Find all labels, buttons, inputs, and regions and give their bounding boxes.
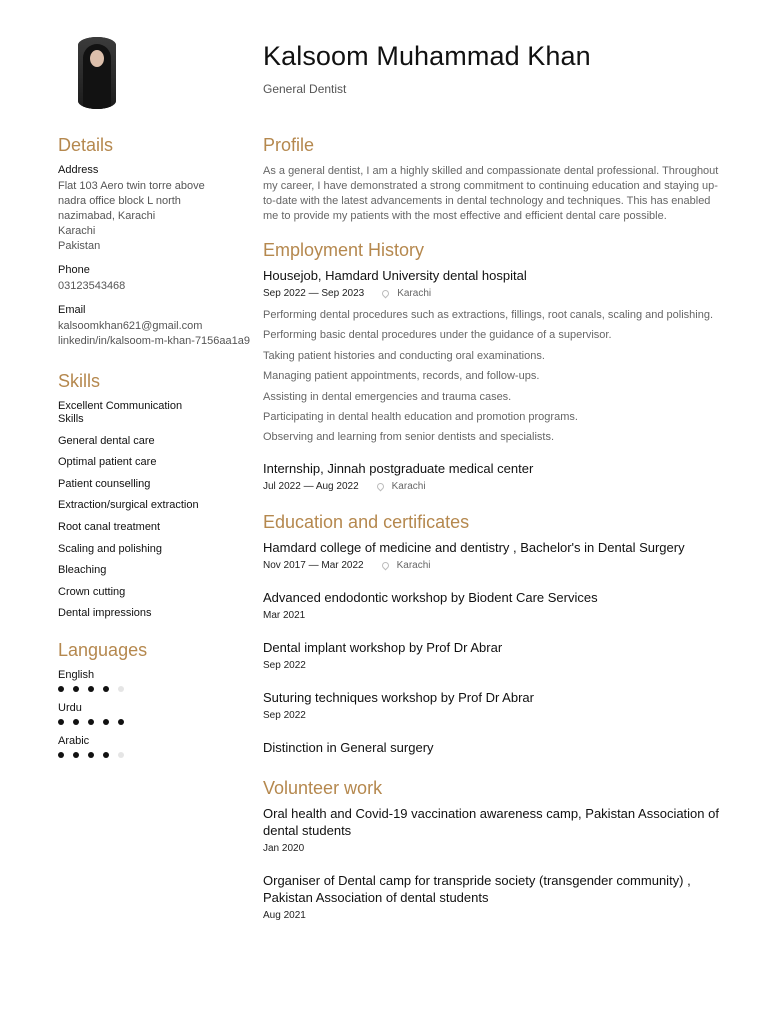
education-entry	[263, 689, 728, 721]
language-name: Urdu	[58, 702, 82, 715]
education-entry	[263, 589, 728, 621]
rating-dot-filled	[103, 719, 109, 725]
duty-item: Participating in dental health education and promotion programs.	[263, 410, 578, 423]
education-entry	[263, 639, 728, 671]
entry-location: Karachi	[397, 288, 432, 299]
skills-heading: Skills	[58, 371, 101, 391]
language-name: English	[58, 669, 95, 682]
entry-dates: Mar 2021	[263, 610, 306, 622]
duty-item: Performing basic dental procedures under the guidance of a supervisor.	[263, 329, 612, 342]
duty-item: Assisting in dental emergencies and trauma cases.	[263, 390, 512, 403]
employment-entry	[263, 267, 728, 444]
entry-title: Advanced endodontic workshop by Biodent Care Services	[263, 590, 598, 606]
location-pin-icon	[381, 289, 391, 299]
left-column	[58, 135, 258, 768]
entry-title: Suturing techniques workshop by Prof Dr Abrar	[263, 690, 534, 706]
job-title: General Dentist	[263, 82, 347, 96]
entry-location: Karachi	[396, 560, 431, 572]
entry-location: Karachi	[391, 481, 426, 493]
language-rating	[58, 752, 258, 758]
duty-item: Managing patient appointments, records, and follow-ups.	[263, 370, 540, 383]
skill-item: Crown cutting	[58, 585, 126, 598]
entry-title: Organiser of Dental camp for transpride society (transgender community) , Pakistan Association of dental students	[263, 873, 691, 906]
languages-section	[58, 640, 258, 758]
volunteer-heading: Volunteer work	[263, 778, 383, 799]
volunteer-entry	[263, 872, 728, 921]
employment-entry	[263, 460, 728, 492]
skill-item: Excellent Communication Skills	[58, 400, 183, 425]
rating-dot-filled	[73, 686, 79, 692]
skill-item: Root canal treatment	[58, 520, 161, 533]
rating-dot-filled	[118, 719, 124, 725]
rating-dot-filled	[73, 719, 79, 725]
linkedin-link[interactable]: linkedin/in/kalsoom-m-khan-7156aa1a9	[58, 335, 251, 347]
entry-location-wrap	[382, 560, 431, 571]
rating-dot-filled	[58, 752, 64, 758]
rating-dot-filled	[58, 719, 64, 725]
rating-dot-filled	[88, 752, 94, 758]
education-section	[263, 512, 728, 756]
skill-item: Bleaching	[58, 564, 107, 577]
profile-section	[263, 135, 728, 224]
entry-meta	[263, 610, 728, 621]
skill-item: Scaling and polishing	[58, 542, 162, 555]
language-rating	[58, 686, 258, 692]
location-pin-icon	[380, 561, 390, 571]
volunteer-section	[263, 778, 728, 921]
entry-title: Hamdard college of medicine and dentistry , Bachelor's in Dental Surgery	[263, 540, 685, 556]
phone-value: 03123543468	[58, 280, 126, 292]
rating-dot-filled	[103, 752, 109, 758]
language-rating	[58, 719, 258, 725]
entry-dates: Sep 2022	[263, 660, 306, 672]
entry-dates: Jan 2020	[263, 843, 305, 855]
rating-dot-filled	[88, 719, 94, 725]
volunteer-entry	[263, 805, 728, 854]
entry-meta	[263, 481, 728, 492]
skill-item: Optimal patient care	[58, 456, 157, 469]
employment-heading: Employment History	[263, 240, 425, 260]
address-line: Flat 103 Aero twin torre above	[58, 180, 205, 192]
education-entry	[263, 539, 728, 571]
details-section	[58, 135, 258, 349]
rating-dot-filled	[103, 686, 109, 692]
skill-item: Patient counselling	[58, 477, 151, 490]
rating-dot-empty	[118, 686, 124, 692]
phone-label: Phone	[58, 264, 90, 276]
entry-dates: Sep 2022	[263, 710, 306, 722]
email-link[interactable]: kalsoomkhan621@gmail.com	[58, 320, 203, 332]
rating-dot-filled	[58, 686, 64, 692]
duty-item: Taking patient histories and conducting oral examinations.	[263, 349, 545, 362]
address-line: nazimabad, Karachi	[58, 210, 156, 222]
entry-dates: Aug 2021	[263, 910, 306, 922]
entry-meta	[263, 660, 728, 671]
profile-summary: As a general dentist, I am a highly skilled and compassionate dental professional. Throughout my career, I have demonstrated a strong commitment to continuing education and staying up-to-date with the latest advancements in dental technology and techniques. This has enabled me to provide my patients with the most effective and efficient dental care possible.	[263, 165, 719, 222]
skill-item: Dental impressions	[58, 607, 152, 620]
profile-photo	[78, 37, 116, 109]
address-line: nadra office block L north	[58, 195, 181, 207]
skill-item: General dental care	[58, 434, 155, 447]
entry-dates: Sep 2022 — Sep 2023	[263, 288, 365, 299]
education-heading: Education and certificates	[263, 512, 470, 533]
details-heading: Details	[58, 135, 114, 155]
rating-dot-empty	[118, 752, 124, 758]
skills-section	[58, 371, 258, 620]
right-column	[263, 135, 728, 921]
entry-title: Oral health and Covid-19 vaccination awareness camp, Pakistan Association of dental students	[263, 806, 719, 839]
entry-title: Internship, Jinnah postgraduate medical center	[263, 461, 534, 477]
address-line: Karachi	[58, 225, 96, 237]
entry-title: Dental implant workshop by Prof Dr Abrar	[263, 640, 503, 656]
entry-title: Distinction in General surgery	[263, 740, 434, 756]
entry-meta	[263, 560, 728, 571]
rating-dot-filled	[88, 686, 94, 692]
rating-dot-filled	[73, 752, 79, 758]
education-entry	[263, 739, 728, 756]
entry-meta	[263, 288, 728, 299]
address-label: Address	[58, 164, 99, 176]
location-pin-icon	[375, 482, 385, 492]
address-line: Pakistan	[58, 240, 101, 252]
email-label: Email	[58, 304, 86, 316]
candidate-name: Kalsoom Muhammad Khan	[263, 41, 591, 71]
entry-dates: Nov 2017 — Mar 2022	[263, 560, 364, 572]
skill-item: Extraction/surgical extraction	[58, 499, 199, 512]
entry-title: Housejob, Hamdard University dental hospital	[263, 268, 527, 283]
entry-meta	[263, 910, 728, 921]
entry-meta	[263, 710, 728, 721]
languages-heading: Languages	[58, 640, 148, 661]
entry-meta	[263, 843, 728, 854]
employment-section	[263, 240, 728, 492]
profile-heading: Profile	[263, 135, 315, 155]
duty-item: Observing and learning from senior dentists and specialists.	[263, 431, 555, 444]
language-name: Arabic	[58, 735, 90, 748]
entry-location-wrap	[377, 481, 426, 492]
entry-location-wrap	[382, 288, 431, 299]
entry-dates: Jul 2022 — Aug 2022	[263, 481, 359, 493]
duty-item: Performing dental procedures such as extractions, fillings, root canals, scaling and polishing.	[263, 309, 714, 321]
